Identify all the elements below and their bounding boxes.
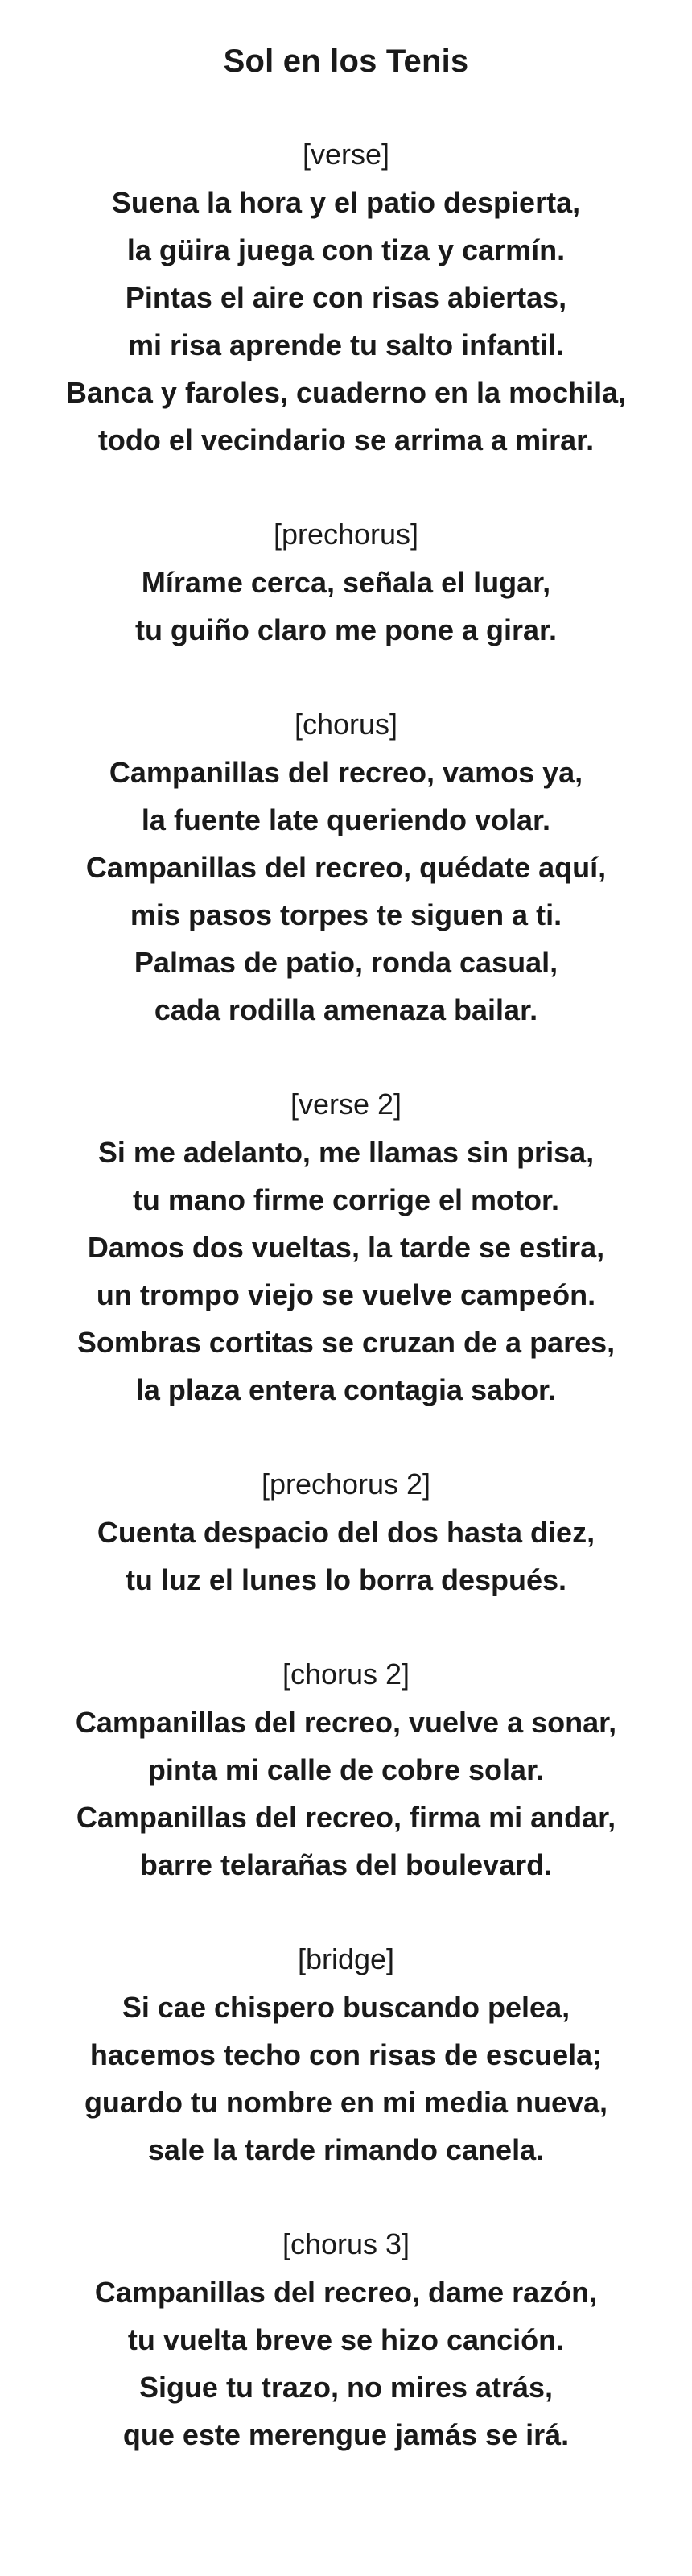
lyric-line: Sigue tu trazo, no mires atrás, xyxy=(138,2371,554,2404)
lyric-line: tu mano firme corrige el motor. xyxy=(132,1183,560,1216)
lyric-line: barre telarañas del boulevard. xyxy=(139,1848,553,1881)
section-tag: [prechorus] xyxy=(273,518,419,551)
lyric-line: Campanillas del recreo, vamos ya, xyxy=(109,756,583,789)
lyric-line: Banca y faroles, cuaderno en la mochila, xyxy=(65,376,627,409)
lyric-line: guardo tu nombre en mi media nueva, xyxy=(84,2086,608,2119)
song-title: Sol en los Tenis xyxy=(223,43,469,79)
lyric-line: Campanillas del recreo, firma mi andar, xyxy=(76,1801,616,1834)
lyric-section xyxy=(0,1935,692,2174)
lyric-line: Palmas de patio, ronda casual, xyxy=(134,946,558,979)
lyric-line: Si me adelanto, me llamas sin prisa, xyxy=(97,1136,595,1169)
section-tag: [bridge] xyxy=(297,1942,395,1975)
lyric-section xyxy=(0,700,692,1034)
lyric-line: Mírame cerca, señala el lugar, xyxy=(141,566,551,599)
lyric-line: Sombras cortitas se cruzan de a pares, xyxy=(76,1326,616,1359)
lyric-line: todo el vecindario se arrima a mirar. xyxy=(97,423,595,456)
lyric-line: Si cae chispero buscando pelea, xyxy=(122,1991,570,2024)
section-tag: [prechorus 2] xyxy=(261,1468,431,1501)
lyric-line: pinta mi calle de cobre solar. xyxy=(147,1753,545,1786)
section-tag: [chorus 3] xyxy=(282,2227,410,2260)
lyric-line: Damos dos vueltas, la tarde se estira, xyxy=(87,1231,605,1264)
lyric-line: Campanillas del recreo, vuelve a sonar, xyxy=(75,1706,617,1739)
lyric-section xyxy=(0,1080,692,1414)
lyric-line: tu luz el lunes lo borra después. xyxy=(125,1563,567,1596)
lyric-section xyxy=(0,1460,692,1604)
lyric-line: tu guiño claro me pone a girar. xyxy=(134,613,558,646)
lyric-line: Suena la hora y el patio despierta, xyxy=(111,186,581,219)
lyrics-body xyxy=(0,130,692,2458)
section-tag: [verse 2] xyxy=(290,1088,402,1121)
lyric-line: la plaza entera contagia sabor. xyxy=(135,1373,557,1406)
lyric-section xyxy=(0,130,692,464)
section-tag: [chorus 2] xyxy=(282,1657,410,1690)
lyric-line: sale la tarde rimando canela. xyxy=(147,2133,545,2166)
lyric-line: tu vuelta breve se hizo canción. xyxy=(127,2323,565,2356)
lyric-line: la güira juega con tiza y carmín. xyxy=(126,233,566,266)
section-tag: [verse] xyxy=(302,138,390,171)
lyric-line: la fuente late queriendo volar. xyxy=(141,803,551,836)
lyric-line: Cuenta despacio del dos hasta diez, xyxy=(97,1516,595,1549)
lyric-line: Campanillas del recreo, dame razón, xyxy=(94,2276,598,2309)
lyric-line: un trompo viejo se vuelve campeón. xyxy=(96,1278,596,1311)
section-tag: [chorus] xyxy=(294,708,398,741)
lyric-section xyxy=(0,2220,692,2458)
lyric-line: que este merengue jamás se irá. xyxy=(122,2418,570,2451)
lyric-line: Campanillas del recreo, quédate aquí, xyxy=(85,851,607,884)
lyric-line: mi risa aprende tu salto infantil. xyxy=(127,328,565,361)
lyric-line: mis pasos torpes te siguen a ti. xyxy=(130,898,562,931)
lyric-section xyxy=(0,1650,692,1889)
lyric-line: cada rodilla amenaza bailar. xyxy=(154,993,538,1026)
lyric-line: hacemos techo con risas de escuela; xyxy=(89,2038,603,2071)
lyric-section xyxy=(0,510,692,654)
lyric-line: Pintas el aire con risas abiertas, xyxy=(125,281,567,314)
